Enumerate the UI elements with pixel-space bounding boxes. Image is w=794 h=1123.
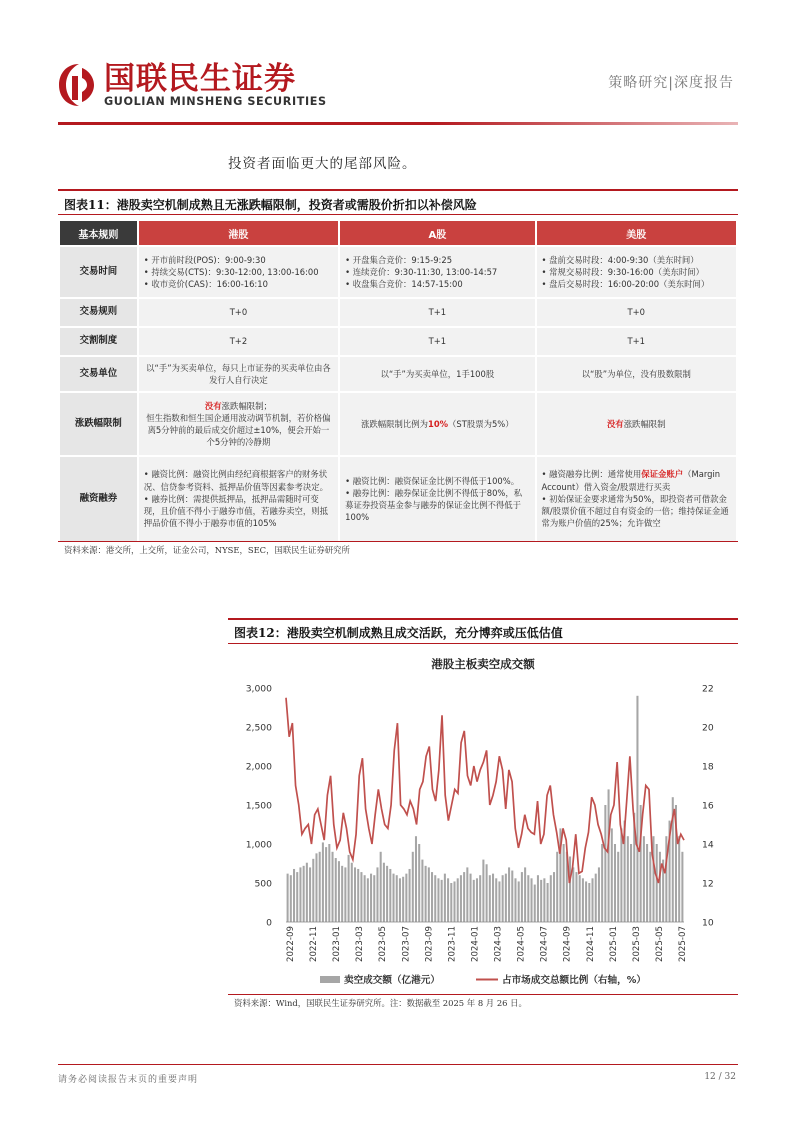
cell-line: • 初始保证金要求通常为50%，即投资者可借款金额/股票价值不超过自有资金的一倍；维持保证金通常为账户价值的25%；允许做空 [542, 493, 732, 530]
bar [354, 867, 356, 922]
bar [656, 844, 658, 922]
x-tick-label: 2025-03 [631, 926, 642, 962]
figure11-title-rule [58, 214, 738, 215]
page-header [0, 0, 794, 130]
bar [428, 867, 430, 922]
bar [450, 883, 452, 922]
x-tick-label: 2023-01 [332, 926, 343, 962]
logo-english-name: GUOLIAN MINSHENG SECURITIES [104, 95, 327, 108]
bar [575, 872, 577, 922]
bar [482, 860, 484, 922]
bar [588, 883, 590, 922]
figure11-bottom-rule [58, 541, 738, 542]
bar [646, 844, 648, 922]
bar [572, 867, 574, 922]
y2-tick-label: 12 [702, 878, 714, 890]
table-cell [139, 457, 338, 541]
column-header: 港股 [139, 221, 338, 245]
bar [364, 875, 366, 922]
bar [415, 836, 417, 922]
cell-line: • 开市前时段(POS)：9:00-9:30 [144, 254, 333, 266]
bar [412, 852, 414, 922]
bar [399, 878, 401, 922]
x-tick-label: 2025-07 [678, 926, 688, 962]
cell-line: • 融券比例：需提供抵押品，抵押品需随时可变现，且价值不得小于融券市值，若融券卖空，则抵押品价值不得小于融券市值的105% [144, 493, 333, 530]
legend-bar-swatch [320, 976, 340, 983]
table-cell: T+1 [340, 299, 534, 326]
bar [447, 878, 449, 922]
x-tick-label: 2023-05 [378, 926, 389, 962]
column-header: 美股 [537, 221, 737, 245]
bar [325, 847, 327, 922]
table-row [60, 357, 736, 391]
table-row [60, 393, 736, 455]
x-tick-label: 2024-01 [470, 926, 481, 962]
bar [453, 881, 455, 922]
cell-text: （Margin Account）借入资金/股票进行买卖 [541, 469, 721, 492]
bar [579, 875, 581, 922]
table-cell: 以“股”为单位，没有股数限制 [537, 357, 737, 391]
y2-tick-label: 14 [702, 839, 714, 851]
page-number: 12 / 32 [704, 1072, 736, 1082]
bar [457, 878, 459, 922]
table-cell [139, 247, 338, 297]
bar [492, 874, 494, 922]
bar [367, 878, 369, 922]
bar [556, 852, 558, 922]
bar [521, 872, 523, 922]
bar [360, 872, 362, 922]
cell-line: 恒生指数和恒生国企通用波动调节机制，若价格偏离5分钟前的最后成交价超过±10%，便会开始一个5分钟的冷静期 [146, 412, 331, 448]
table-cell: T+2 [139, 328, 338, 355]
bar [437, 878, 439, 922]
row-label: 融资融券 [60, 457, 137, 541]
x-tick-label: 2023-09 [424, 926, 435, 962]
bar [604, 805, 606, 922]
bar [383, 863, 385, 922]
x-tick-label: 2025-05 [654, 926, 665, 962]
table-cell [537, 457, 737, 541]
row-label: 涨跌幅限制 [60, 393, 137, 455]
bar [495, 878, 497, 922]
bar [418, 844, 420, 922]
x-tick-label: 2023-03 [355, 926, 366, 962]
bar [652, 836, 654, 922]
body-paragraph: 投资者面临更大的尾部风险。 [228, 156, 417, 172]
chart-title: 港股主板卖空成交额 [431, 657, 535, 671]
bar [476, 878, 478, 922]
bar [309, 867, 311, 922]
bar [617, 852, 619, 922]
x-tick-label: 2023-11 [447, 926, 458, 962]
bar [601, 844, 603, 922]
bar [335, 858, 337, 922]
bar [582, 878, 584, 922]
bar [409, 869, 411, 922]
cell-line: • 盘前交易时段：4:00-9:30（美东时间） [542, 254, 732, 266]
bar [344, 867, 346, 922]
table-cell [340, 393, 534, 455]
bar [373, 875, 375, 922]
bar [348, 855, 350, 922]
table-cell [340, 457, 534, 541]
cell-line: • 融券比例：融券保证金比例不得低于80%，私募证券投资基金参与融券的保证金比例不得低于100% [345, 487, 529, 524]
cell-line: • 常规交易时段：9:30-16:00（美东时间） [542, 266, 732, 278]
bar [563, 844, 565, 922]
bar [543, 878, 545, 922]
bar [681, 852, 683, 922]
x-tick-label: 2024-07 [539, 926, 550, 962]
bar [489, 875, 491, 922]
row-label: 交易规则 [60, 299, 137, 326]
bar [431, 872, 433, 922]
table-cell: 以“手”为买卖单位，每只上市证券的买卖单位由各发行人自行决定 [139, 357, 338, 391]
bar [396, 875, 398, 922]
bar [518, 881, 520, 922]
bar [473, 880, 475, 922]
bar [402, 877, 404, 922]
figure12-title-rule [228, 643, 738, 644]
bar [425, 866, 427, 922]
bar [569, 856, 571, 922]
column-header: A股 [340, 221, 534, 245]
bar [643, 836, 645, 922]
bar [479, 875, 481, 922]
figure11-top-rule [58, 189, 738, 191]
bar [524, 867, 526, 922]
bar [386, 866, 388, 922]
bar [514, 878, 516, 922]
figure12-bottom-rule [228, 994, 738, 995]
table-cell: T+1 [340, 328, 534, 355]
bar [508, 867, 510, 922]
cell-line: • 开盘集合竞价：9:15-9:25 [345, 254, 529, 266]
cell-line: • 融资比例：融资比例由经纪商根据客户的财务状况、信贷参考资料、抵押品价值等因素参考决定。 [144, 468, 333, 492]
market-rules-table [58, 219, 738, 543]
bar [444, 874, 446, 922]
bar [470, 874, 472, 922]
chart-legend [320, 974, 646, 986]
legend-bar-label: 卖空成交额（亿港元） [344, 975, 440, 986]
table-row [60, 299, 736, 326]
cell-line: • 连续竞价：9:30-11:30, 13:00-14:57 [345, 266, 529, 278]
bar [287, 874, 289, 922]
bar [338, 861, 340, 922]
table-row [60, 247, 736, 297]
table-cell [139, 393, 338, 455]
bar [357, 869, 359, 922]
y-tick-label: 0 [266, 917, 272, 929]
bar [611, 828, 613, 922]
table-row [60, 328, 736, 355]
bar [502, 875, 504, 922]
figure12-top-rule [228, 618, 738, 620]
right-axis [702, 684, 714, 929]
x-tick-label: 2022-11 [309, 926, 320, 962]
y-tick-label: 500 [254, 878, 272, 890]
bar [527, 875, 529, 922]
bar [290, 875, 292, 922]
highlight-text: 没有 [606, 418, 624, 429]
bar [463, 872, 465, 922]
bar [405, 874, 407, 922]
y2-tick-label: 18 [702, 761, 714, 773]
report-section-label: 策略研究|深度报告 [608, 75, 734, 91]
bar [537, 875, 539, 922]
bar [434, 875, 436, 922]
logo-chinese-name: 国联民生证券 [104, 61, 296, 97]
bar [380, 852, 382, 922]
bar [540, 880, 542, 922]
table-cell: 以“手”为买卖单位，1手100股 [340, 357, 534, 391]
bar [441, 880, 443, 922]
bar [630, 844, 632, 922]
figure11-title: 图表11：港股卖空机制成熟且无涨跌幅限制，投资者或需股价折扣以补偿风险 [64, 198, 477, 212]
bar [303, 866, 305, 922]
cell-text: 涨跌幅限制 [623, 418, 666, 429]
bar [659, 852, 661, 922]
cell-line [542, 468, 732, 492]
bar [322, 842, 324, 922]
bar [306, 863, 308, 922]
row-label: 交割制度 [60, 328, 137, 355]
legend-line-label: 占市场成交总额比例（右轴，%） [502, 975, 646, 986]
bar [328, 844, 330, 922]
highlight-text: 没有 [204, 400, 222, 411]
bar [389, 869, 391, 922]
y-tick-label: 2,000 [245, 761, 272, 773]
table-row [60, 457, 736, 541]
cell-line [144, 400, 333, 412]
y-tick-label: 3,000 [245, 683, 272, 695]
bar [312, 859, 314, 922]
highlight-text: 保证金账户 [641, 469, 684, 480]
bar [466, 867, 468, 922]
cell-line: • 盘后交易时段：16:00-20:00（美东时间） [542, 278, 732, 290]
bar [531, 878, 533, 922]
x-tick-label: 2023-07 [401, 926, 412, 962]
bar [585, 881, 587, 922]
y2-tick-label: 22 [702, 683, 714, 695]
bar [627, 836, 629, 922]
bar [315, 853, 317, 922]
x-axis [286, 922, 688, 962]
bar [598, 867, 600, 922]
bar [511, 871, 513, 922]
bar [376, 867, 378, 922]
cell-line: • 收盘集合竞价：14:57-15:00 [345, 278, 529, 290]
left-axis [246, 684, 272, 929]
table-cell: T+1 [537, 328, 737, 355]
column-header: 基本规则 [60, 221, 137, 245]
table-cell [340, 247, 534, 297]
figure12-source: 资料来源：Wind，国联民生证券研究所。注：数据截至 2025 年 8 月 26 日。 [234, 998, 527, 1008]
x-tick-label: 2022-09 [286, 926, 296, 962]
bar [421, 860, 423, 922]
bar [534, 885, 536, 922]
bar [550, 875, 552, 922]
bar [592, 878, 594, 922]
bar [649, 852, 651, 922]
x-tick-label: 2024-09 [562, 926, 573, 962]
bar [595, 874, 597, 922]
bar [678, 836, 680, 922]
table-header-row [60, 221, 736, 245]
short-selling-chart [228, 646, 738, 994]
cell-line: • 收市竞价(CAS)：16:00-16:10 [144, 278, 333, 290]
company-logo-icon [58, 62, 100, 108]
cell-text: 涨跌幅限制； [221, 400, 272, 411]
bar [370, 874, 372, 922]
cell-line: • 融资比例：融资保证金比例不得低于100%。 [345, 475, 529, 487]
y2-tick-label: 20 [702, 722, 714, 734]
bar [299, 867, 301, 922]
row-label: 交易时间 [60, 247, 137, 297]
footer-divider [58, 1064, 738, 1065]
figure12-title: 图表12：港股卖空机制成熟且成交活跃，充分博弈或压低估值 [234, 626, 563, 640]
x-tick-label: 2024-03 [493, 926, 504, 962]
bar [296, 872, 298, 922]
bar [351, 863, 353, 922]
cell-text: 涨跌幅限制比例为 [361, 418, 428, 429]
header-divider [58, 122, 738, 125]
bar [665, 836, 667, 922]
x-tick-label: 2025-01 [608, 926, 619, 962]
table-cell: T+0 [139, 299, 338, 326]
cell-line: • 持续交易(CTS)：9:30-12:00, 13:00-16:00 [144, 266, 333, 278]
bar [553, 872, 555, 922]
bar [636, 696, 638, 922]
bar [498, 881, 500, 922]
footer-disclaimer: 请务必阅读报告末页的重要声明 [58, 1075, 199, 1085]
y2-tick-label: 16 [702, 800, 714, 812]
bar-series [287, 696, 684, 922]
y2-tick-label: 10 [702, 917, 714, 929]
bar [614, 844, 616, 922]
figure11-source: 资料来源：港交所，上交所，证金公司，NYSE，SEC，国联民生证券研究所 [64, 545, 350, 555]
cell-text: 融资融券比例：通常使用 [549, 469, 642, 480]
table-cell: T+0 [537, 299, 737, 326]
bar [293, 869, 295, 922]
bar [608, 789, 610, 922]
bar [486, 864, 488, 922]
bar [620, 828, 622, 922]
x-tick-label: 2024-11 [585, 926, 596, 962]
bar [460, 875, 462, 922]
cell-text: （ST股票为5%） [448, 418, 514, 429]
y-tick-label: 2,500 [245, 722, 272, 734]
bar [547, 883, 549, 922]
y-tick-label: 1,000 [245, 839, 272, 851]
bar [319, 852, 321, 922]
table-cell [537, 247, 737, 297]
bar [341, 866, 343, 922]
bar [393, 874, 395, 922]
y-tick-label: 1,500 [245, 800, 272, 812]
x-tick-label: 2024-05 [516, 926, 527, 962]
table-cell [537, 393, 737, 455]
highlight-text: 10% [428, 418, 449, 429]
bar [505, 874, 507, 922]
row-label: 交易单位 [60, 357, 137, 391]
bar [332, 852, 334, 922]
